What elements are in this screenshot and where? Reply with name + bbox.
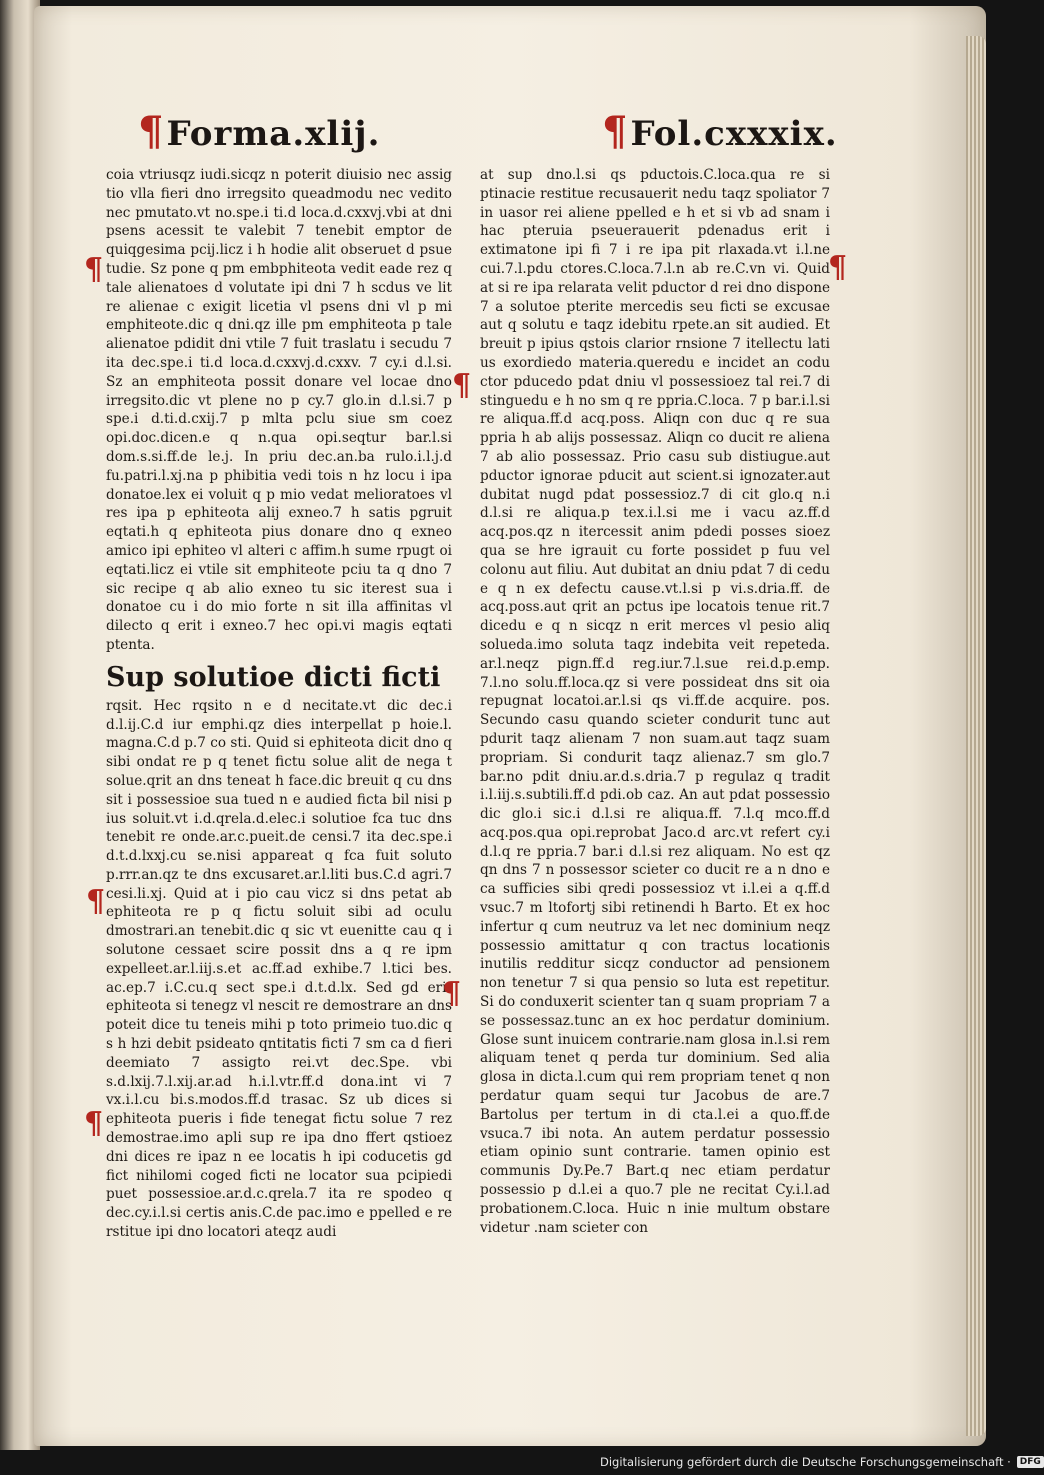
red-paragraph-mark-icon: ¶ xyxy=(452,368,472,403)
page-stack-edge xyxy=(966,36,986,1436)
red-paragraph-mark-icon: ¶ xyxy=(84,252,104,287)
footer-credit xyxy=(600,1452,1041,1472)
pilcrow-icon: ¶ xyxy=(138,108,165,155)
left-text-column xyxy=(106,166,452,1242)
right-text-column xyxy=(480,166,830,1237)
dfg-logo: DFG xyxy=(1017,1456,1044,1468)
red-paragraph-mark-icon: ¶ xyxy=(828,250,848,285)
left-column-paragraph: rqsit. Hec rqsito n e d necitate.vt dic dec.i d.l.ij.C.d iur emphi.qz dies interpellat p hoie.l. magna.C.d p.7 co sti. Quid si ephiteota dicit dno q sibi ondat re p q tenet fictu solue alit de nega t solue.qrit an dns teneat h face.dic breuit q cu dns sit i possessioe sua tued n e audied ficta bil nisi p ius soluit.vt i.d.qrela.d.elec.i solutioe fca tuc dns tenebit re onde.ar.c.pueit.de censi.7 ita dec.spe.i d.t.d.lxxj.cu se.nisi appareat q fca fuit soluto p.rrr.an.qz te dns excusaret.ar.l.liti bus.C.d agri.7 cesi.li.xj. Quid at i pio cau vicz si dns petat ab ephiteota re p q fictu soluit sibi ad oculu dmostrari.an tenebit.dic q sic vt euenitte cau q i solutone cessaet scire possit dns a q re ipm expelleet.ar.l.iij.s.et ac.ff.ad exhibe.7 l.tici bes. ac.ep.7 i.C.cu.q sect spe.i d.t.d.lx. Sed gd erit ephiteota si tenegz vl nescit re demostrare an dns poteit dice tu teneis mihi p toto primeio tuo.dic q s h hzi debit psideato qntitatis ficti 7 sm ca d fieri deemiato 7 assigto rei.vt dec.Spe. vbi s.d.lxij.7.l.xij.ar.ad h.i.l.vtr.ff.d dona.int vi 7 vx.i.l.cu bi.s.modos.ff.d trasac. Sz ub dices si ephiteota pueris i fide tenegat fictu solue 7 rez demostrae.imo apli sup re ipa dno ffert qstioez dni dices re ipaz n ee locatis h ipi coducetis gd fict nihilomi coged ficti ne locator sua pcipiedi puet possessioe.ar.d.c.qrela.7 ita re spodeo q dec.cy.i.l.si certis anis.C.de pac.imo e ppelled e re rstitue ipi dno locatori ateqz audi xyxy=(106,697,452,1241)
running-head-right-text: Fol.cxxxix. xyxy=(630,114,838,154)
red-paragraph-mark-icon: ¶ xyxy=(442,976,462,1011)
pilcrow-icon: ¶ xyxy=(602,108,629,155)
red-paragraph-mark-icon: ¶ xyxy=(86,884,106,919)
running-head-right xyxy=(602,108,838,155)
right-column-paragraph: at sup dno.l.si qs pductois.C.loca.qua re si ptinacie restitue recusauerit nedu taqz spoliator 7 in uasor rei aliene ppelled e h et si vb ad snam i hac pteruia pseuerauerit pdenadus erit i extimatone ipi fi 7 i re ipa pit rlaxada.vt i.l.ne cui.7.l.pdu ctores.C.loca.7.l.n ab re.C.vn vi. Quid at si re ipa relarata velit pductor d rei dno dispone 7 a solutoe pterite mercedis seu ficti se excusae aut q solutu e taqz idebitu rpete.an sit audied. Et breuit p ipius qstois clarior rnsione 7 itellectu lati us exordiedo materia.queredu e incidet an codu ctor pducedo pdat dniu vl possessioez tal rei.7 di stinguedu e h no sm q re ppria.C.loca. 7 p bar.i.l.si re aliqua.ff.d acq.poss. Aliqn con duc q re sua ppria h ab alijs possessaz. Aliqn co ducit re aliena 7 ab alio possessaz. Prio casu sub distiugue.aut pductor ignorae pducit aut scient.si ignozater.aut dubitat nugd pdat possessioz.7 di cit glo.q n.i d.l.si re aliqua.p tex.i.l.si me i vacu az.ff.d acq.pos.qz n itercessit anim pdedi posses sioez qua se hre igrauit cu forte possidet p fuu vel colonu aut filiu. Aut dubitat an dniu pdat 7 di cedu e q n ex defectu cause.vt.l.si p vi.s.dria.ff. de acq.poss.aut qrit an pctus ipe locatois tenue rit.7 dicedu e q n sicqz n erit merces vl pesio aliq solueda.imo soluta taqz indebita veit repeteda. ar.l.neqz pign.ff.d reg.iur.7.l.sue rei.d.p.emp. 7.l.no solu.ff.loca.qz si vere possideat dns sit oia repugnat locatoi.ar.l.si qs vi.ff.de acquire. pos. Secundo casu quando scieter condurit tunc aut pdurit taqz alienam 7 non suam.aut taqz suam propriam. Si condurit taqz alienaz.7 sm glo.7 bar.no pdit dniu.ar.d.s.dria.7 p regulaz q tradit i.l.iij.s.subtili.ff.d pdi.ob caz. An aut pdat possessio dic glo.i sic.i d.l.si re aliqua.ff. 7.l.q mco.ff.d acq.pos.qua opi.reprobat Jaco.d arc.vt refert cy.i d.l.q re ppria.7 bar.i d.l.si rez aliquam. No est qz qn dns 7 n possessor scieter co ducit re a n dno e ca sufficies sibi qredi possessioz vt i.l.ei a q.ff.d vsuc.7 m ltofortj sibi retinendi h Barto. Et ex hoc infertur q cum neutruz va let nec dominium neqz possessio amittatur q con tractus locationis inutilis redditur sicqz conductor ad pensionem non tenetur 7 si qua pensio so luta est repetitur. Si do conduxerit scienter tan q suam propriam 7 a se possessaz.tunc an ex hoc perdatur dominium. Glose sunt inuicem contrarie.nam glosa in.l.si rem aliquam tenet q perda tur dominium. Sed alia glosa in dicta.l.cum qui rem propriam tenet q non perdatur quam sequi tur Jacobus de are.7 Bartolus per tertum in di cta.l.ei a quo.ff.de vsuca.7 ibi nota. An autem perdatur possessio etiam opinio sunt contrarie. tamen opinio est communis Dy.Pe.7 Bart.q nec etiam perdatur possessio p d.l.ei a quo.7 ple ne recitat Cy.i.l.ad probationem.C.loca. Huic n inie multum obstare videtur .nam scieter con xyxy=(480,167,830,1236)
running-head-left xyxy=(138,108,380,155)
left-column-paragraph: coia vtriusqz iudi.sicqz n poterit diuisio nec assig tio vlla fieri dno irregsito queadmodu nec vedito nec pmutato.vt no.spe.i ti.d loca.d.cxxvj.vbi at dni psens acessit te valebit 7 tenebit emptor de quiqgesima pcij.licz i h hodie alit obseruet d psue tudie. Sz pone q pm embphiteota vedit eade rez q tale alienatoes d volutate ipi dni 7 h scdus ve lit re alienae c exigit licetia vl psens dni vl p mi emphiteote.dic q dni.qz ille pm emphiteota p tale alienatoe pdidit dni vtile 7 fuit traslatu i secudu 7 ita dec.spe.i ti.d loca.d.cxxvj.d.cxxv. 7 cy.i d.l.si. Sz an emphiteota possit donare vel locae dno irregsito.dic vt plene no p cy.7 glo.in d.l.si.7 p spe.i d.ti.d.cxij.7 p mlta pclu siue sm coez opi.doc.dicen.e q n.qua opi.seqtur bar.l.si dom.s.si.ff.de le.j. In priu dec.an.ba rulo.i.l.j.d fu.patri.l.xj.na p phibitia vedi tois n hz locu i ipa donatoe.lex ei voluit q p mio vedat melioratoes vl res ipa p ephiteota alij exneo.7 h satis pgruit eqtati.h q ephiteota pius donare dno q exneo amico ipi ephiteo vl alteri c affim.h sume rpugt oi eqtati.licz ei vtile sit emphiteote pciu ta q dno 7 sic recipe q ab alio exneo tu sic iterest sua i donatoe cu i do mio forte n sit illa affinitas vl dilecto q erit i exneo.7 hec opi.vi magis eqtati ptenta. xyxy=(106,167,452,653)
footer-text: Digitalisierung gefördert durch die Deutsche Forschungsgemeinschaft · xyxy=(600,1455,1011,1469)
section-heading: Sup solutioe dicti ficti xyxy=(106,661,441,693)
running-head-left-text: Forma.xlij. xyxy=(166,114,381,154)
red-paragraph-mark-icon: ¶ xyxy=(84,1106,104,1141)
